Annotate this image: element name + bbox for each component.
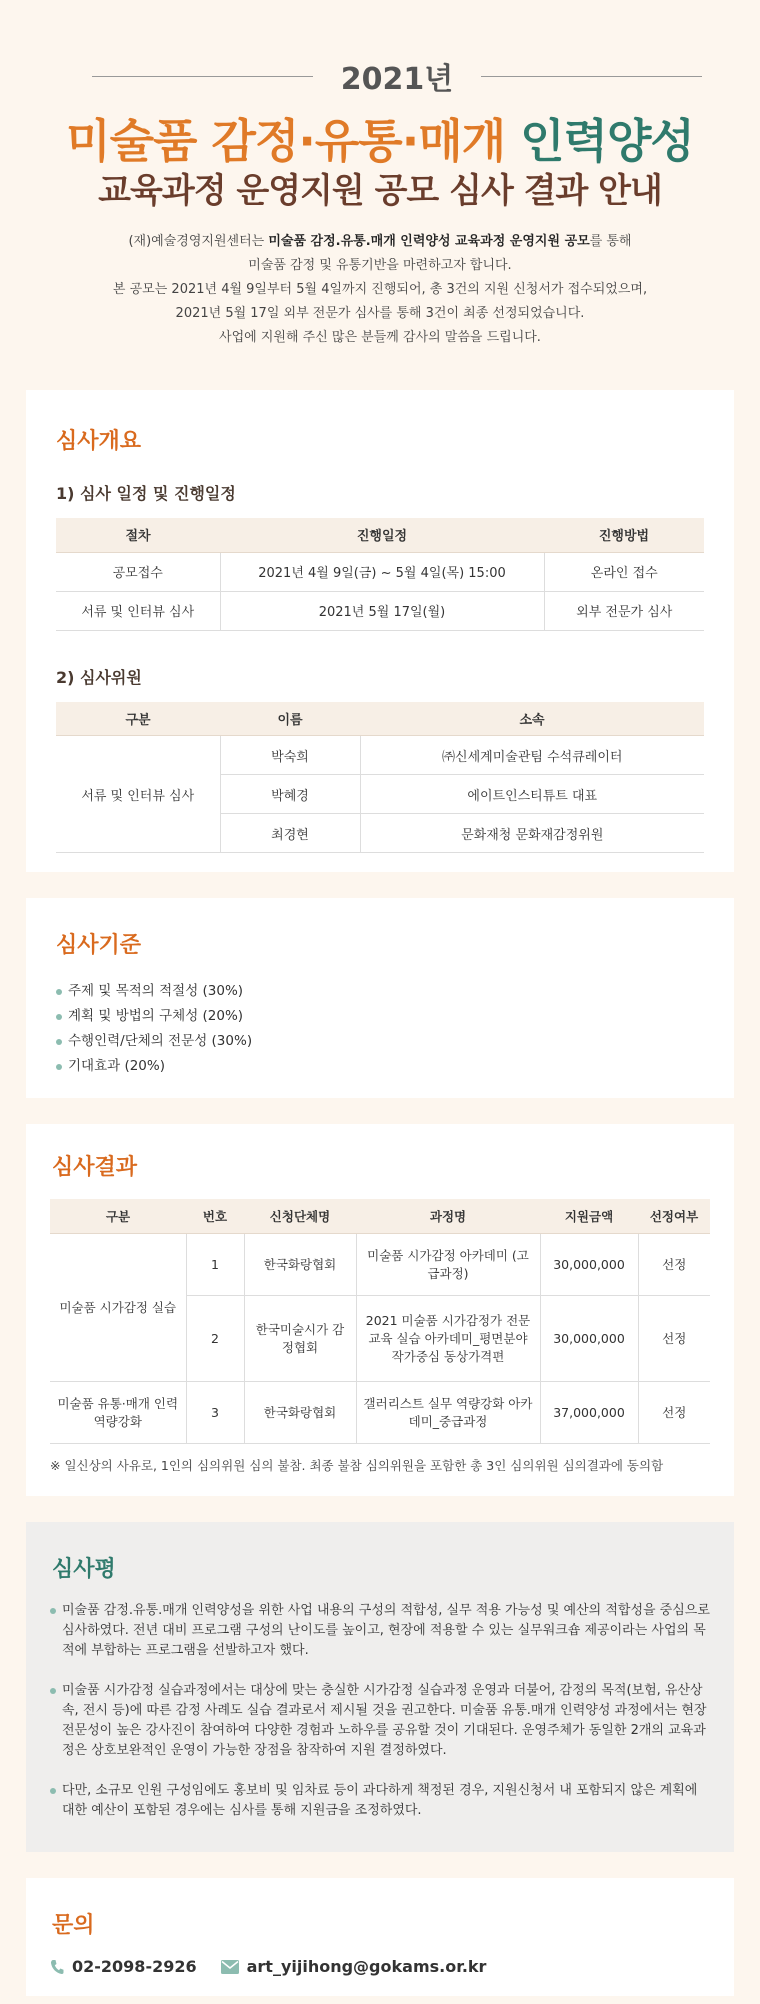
- email-address: art_yijihong@gokams.or.kr: [246, 1957, 487, 1976]
- table-cell: 2021년 4월 9일(금) ~ 5월 4일(목) 15:00: [220, 552, 544, 591]
- committee-header-cell: 구분: [56, 702, 220, 736]
- member-name: 박혜경: [220, 775, 360, 814]
- result-amount: 30,000,000: [540, 1233, 638, 1295]
- results-note: ※ 일신상의 사유로, 1인의 심의위원 심의 불참. 최종 불참 심의위원을 포함한 총 3인 심의위원 심의결과에 동의함: [50, 1457, 664, 1473]
- envelope-icon: [221, 1960, 239, 1974]
- review-paragraph: 미술품 감정.유통.매개 인력양성을 위한 사업 내용의 구성의 적합성, 실무 적용 가능성 및 예산의 적합성을 중심으로 심사하였다. 전년 대비 프로그램 구성의 난이도를 높이고, 현장에 적용할 수 있는 실무워크숍 제공이라는 사업의 목적에 부합하는 프로그램을 선발하고자 했다.: [50, 1601, 710, 1661]
- results-header-cell: 신청단체명: [244, 1199, 356, 1233]
- member-affiliation: 에이트인스티튜트 대표: [360, 775, 704, 814]
- result-course: 미술품 시가감정 아카데미 (고급과정): [356, 1233, 540, 1295]
- schedule-subtitle: 1) 심사 일정 및 진행일정: [56, 484, 236, 503]
- schedule-header-cell: 진행일정: [220, 518, 544, 552]
- review-card: [26, 1522, 734, 1852]
- results-header-cell: 선정여부: [638, 1199, 710, 1233]
- result-org: 한국화랑협회: [244, 1381, 356, 1443]
- result-no: 1: [186, 1233, 244, 1295]
- result-status: 선정: [638, 1233, 710, 1295]
- main-subtitle: 교육과정 운영지원 공모 심사 결과 안내: [98, 171, 662, 211]
- table-row: [50, 1381, 710, 1443]
- year-label: 2021년: [340, 62, 454, 97]
- results-title: 심사결과: [52, 1155, 138, 1180]
- table-cell: 2021년 5월 17일(월): [220, 591, 544, 630]
- committee-group-cell: 서류 및 인터뷰 심사: [56, 736, 220, 853]
- member-affiliation: ㈜신세계미술관팀 수석큐레이터: [360, 736, 704, 775]
- results-header-cell: 과정명: [356, 1199, 540, 1233]
- hero-header: [0, 0, 760, 380]
- contact-title: 문의: [52, 1913, 95, 1938]
- contact-email[interactable]: [221, 1957, 487, 1976]
- schedule-table: [56, 518, 704, 631]
- overview-card: [26, 390, 734, 872]
- year-row: [92, 56, 702, 96]
- intro-line-5: 사업에 지원해 주신 많은 분들께 감사의 말씀을 드립니다.: [219, 330, 541, 345]
- result-amount: 30,000,000: [540, 1295, 638, 1381]
- table-row: [56, 552, 704, 591]
- overview-title: 심사개요: [56, 429, 142, 454]
- criteria-card: [26, 898, 734, 1098]
- list-item: 주제 및 목적의 적절성 (30%): [56, 979, 704, 1004]
- main-title-part1: 미술품 감정·유통·매개: [66, 114, 506, 168]
- contact-row: [50, 1957, 710, 1976]
- results-header-cell: 지원금액: [540, 1199, 638, 1233]
- schedule-header-cell: 진행방법: [544, 518, 704, 552]
- result-org: 한국화랑협회: [244, 1233, 356, 1295]
- intro-line-1-bold: 미술품 감정.유통.매개 인력양성 교육과정 운영지원 공모: [268, 234, 590, 249]
- review-paragraph: 미술품 시가감정 실습과정에서는 대상에 맞는 충실한 시가감정 실습과정 운영과 더불어, 감정의 목적(보험, 유산상속, 전시 등)에 따른 감정 사례도 실습 결과로서 제시될 것을 권고한다. 미술품 유통.매개 인력양성 과정에서는 현장전문성이 높은 강사진이 참여하여 다양한 경험과 노하우를 공유할 것이 기대된다. 운영주체가 동일한 2개의 교육과정은 상호보완적인 운영이 가능한 장점을 참작하여 지원 결정하였다.: [50, 1681, 710, 1761]
- result-no: 2: [186, 1295, 244, 1381]
- review-paragraph: 다만, 소규모 인원 구성임에도 홍보비 및 임차료 등이 과다하게 책정된 경우, 지원신청서 내 포함되지 않은 계획에 대한 예산이 포함된 경우에는 심사를 통해 지원금을 조정하였다.: [50, 1781, 710, 1821]
- committee-subtitle: 2) 심사위원: [56, 667, 142, 687]
- member-affiliation: 문화재청 문화재감정위원: [360, 814, 704, 853]
- table-cell: 온라인 접수: [544, 552, 704, 591]
- table-cell: 서류 및 인터뷰 심사: [56, 591, 220, 630]
- divider-right: [481, 76, 702, 77]
- table-row: [56, 736, 704, 775]
- table-row: [50, 1233, 710, 1295]
- table-row: [56, 591, 704, 630]
- contact-phone[interactable]: [50, 1957, 197, 1976]
- result-status: 선정: [638, 1381, 710, 1443]
- list-item: 계획 및 방법의 구체성 (20%): [56, 1004, 704, 1029]
- intro-line-3: 본 공모는 2021년 4월 9일부터 5월 4일까지 진행되어, 총 3건의 지원 신청서가 접수되었으며,: [112, 282, 648, 297]
- list-item: 기대효과 (20%): [56, 1054, 704, 1079]
- list-item: 수행인력/단체의 전문성 (30%): [56, 1029, 704, 1054]
- result-status: 선정: [638, 1295, 710, 1381]
- intro-line-4: 2021년 5월 17일 외부 전문가 심사를 통해 3건이 최종 선정되었습니다.: [175, 306, 585, 321]
- results-header-cell: 구분: [50, 1199, 186, 1233]
- committee-header-cell: 이름: [220, 702, 360, 736]
- intro-text: [0, 230, 760, 350]
- committee-header-row: [56, 702, 704, 736]
- result-course: 2021 미술품 시가감정가 전문교육 실습 아카데미_평면분야 작가중심 동상가격편: [356, 1295, 540, 1381]
- results-header-cell: 번호: [186, 1199, 244, 1233]
- intro-line-1-pre: (재)예술경영지원센터는: [128, 234, 269, 249]
- results-header-row: [50, 1199, 710, 1233]
- review-title: 심사평: [52, 1557, 116, 1582]
- committee-header-cell: 소속: [360, 702, 704, 736]
- criteria-title: 심사기준: [56, 933, 142, 958]
- divider-left: [92, 76, 313, 77]
- results-group-cell: 미술품 유통·매개 인력 역량강화: [50, 1381, 186, 1443]
- schedule-header-cell: 절차: [56, 518, 220, 552]
- intro-line-1: [0, 230, 760, 254]
- schedule-header-row: [56, 518, 704, 552]
- results-table: [50, 1199, 710, 1444]
- main-title-part2: 인력양성: [520, 114, 694, 168]
- result-amount: 37,000,000: [540, 1381, 638, 1443]
- phone-icon: [50, 1959, 64, 1975]
- main-title: [0, 105, 760, 171]
- result-org: 한국미술시가 감정협회: [244, 1295, 356, 1381]
- results-group-cell: 미술품 시가감정 실습: [50, 1233, 186, 1381]
- result-course: 갤러리스트 실무 역량강화 아카데미_중급과정: [356, 1381, 540, 1443]
- intro-line-1-post: 를 통해: [589, 234, 632, 249]
- criteria-list: [56, 979, 704, 1079]
- result-no: 3: [186, 1381, 244, 1443]
- committee-table: [56, 702, 704, 854]
- contact-card: [26, 1878, 734, 1996]
- table-cell: 공모접수: [56, 552, 220, 591]
- member-name: 박숙희: [220, 736, 360, 775]
- table-cell: 외부 전문가 심사: [544, 591, 704, 630]
- results-card: [26, 1124, 734, 1496]
- member-name: 최경현: [220, 814, 360, 853]
- phone-number: 02-2098-2926: [72, 1957, 197, 1976]
- intro-line-2: 미술품 감정 및 유통기반을 마련하고자 합니다.: [248, 258, 512, 273]
